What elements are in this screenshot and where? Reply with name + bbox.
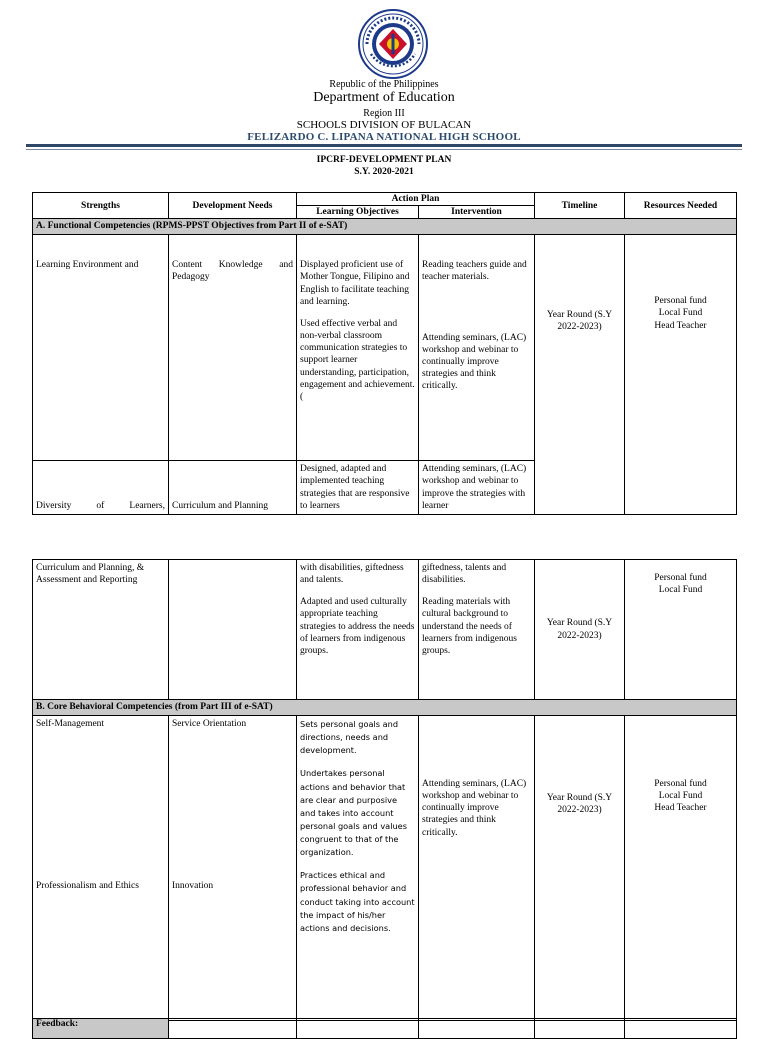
header-strengths: Strengths	[33, 193, 169, 219]
intervention-cell: Attending seminars, (LAC) workshop and webinar to improve the strategies with learner	[419, 461, 535, 515]
learning-objectives-cell	[297, 560, 419, 700]
header-action-plan: Action Plan	[297, 193, 535, 206]
feedback-label: Feedback:	[33, 1019, 169, 1039]
intervention-cell: Attending seminars, (LAC) workshop and webinar to continually improve strategies and think critically.	[419, 716, 535, 1021]
header-intervention: Intervention	[419, 206, 535, 219]
document-title: IPCRF-DEVELOPMENT PLAN	[316, 155, 452, 165]
resource-item: Personal fund	[654, 296, 707, 307]
strength-text: Self-Management	[36, 719, 105, 729]
resource-item: Local Fund	[658, 585, 703, 596]
learning-objectives-cell	[297, 235, 419, 461]
resource-item: Personal fund	[654, 573, 707, 583]
development-need-text: Innovation	[172, 881, 214, 891]
strength-cell	[33, 716, 169, 1021]
resources-cell	[625, 560, 737, 700]
feedback-table	[32, 1018, 737, 1039]
learning-objectives-cell	[297, 716, 419, 1021]
resources-cell	[625, 235, 737, 515]
development-need-cell: Content Knowledge and Pedagogy	[169, 235, 297, 461]
document-school-year: S.Y. 2020-2021	[354, 167, 414, 177]
objective-text: with disabilities, giftedness and talents.	[300, 563, 404, 586]
resource-item: Local Fund	[658, 791, 703, 802]
table-row	[33, 560, 737, 700]
header-rule-thin	[26, 149, 742, 150]
division-label: SCHOOLS DIVISION OF BULACAN	[296, 119, 472, 131]
resource-item: Local Fund	[658, 308, 703, 319]
intervention-text: Attending seminars, (LAC) workshop and webinar to continually improve strategies and think critically.	[422, 332, 527, 392]
header-development-needs: Development Needs	[169, 193, 297, 219]
timeline-cell: Year Round (S.Y 2022-2023)	[535, 716, 625, 1021]
table-row	[33, 716, 737, 1021]
development-need-cell	[169, 716, 297, 1021]
header-timeline: Timeline	[535, 193, 625, 219]
school-name: FELIZARDO C. LIPANA NATIONAL HIGH SCHOOL	[247, 131, 521, 143]
intervention-text: giftedness, talents and disabilities.	[422, 563, 507, 586]
region-label: Region III	[363, 108, 405, 119]
department-title: Department of Education	[313, 90, 455, 105]
header-rule	[26, 144, 742, 147]
intervention-text: Reading materials with cultural background to understand the needs of learners from indigenous groups.	[422, 597, 517, 656]
timeline-cell: Year Round (S.Y 2022-2023)	[535, 560, 625, 700]
strength-cell: Diversity of Learners,	[33, 461, 169, 515]
objective-text: Adapted and used culturally appropriate teaching strategies to address the needs of learners from indigenous groups.	[300, 597, 415, 656]
objective-text: Used effective verbal and non-verbal classroom communication strategies to support learner understanding, participation, engagement and achievement. (	[300, 318, 415, 402]
strength-cell: Learning Environment and	[33, 235, 169, 461]
development-need-text: Service Orientation	[172, 719, 247, 729]
strength-cell: Curriculum and Planning, & Assessment and Reporting	[33, 560, 169, 700]
intervention-cell	[419, 235, 535, 461]
resource-item: Head Teacher	[654, 320, 707, 331]
strength-text: Professionalism and Ethics	[36, 881, 139, 891]
section-a-title: A. Functional Competencies (RPMS-PPST Objectives from Part II of e-SAT)	[33, 219, 737, 235]
objective-text: Practices ethical and professional behavior and conduct taking into account the impact of his/her actions and decisions.	[300, 870, 415, 933]
republic-label: Republic of the Philippines	[329, 79, 439, 90]
objective-text: Displayed proficient use of Mother Tongue, Filipino and English to facilitate teaching and learning.	[300, 260, 410, 307]
intervention-cell	[419, 560, 535, 700]
development-plan-table	[32, 192, 737, 515]
deped-seal-logo	[357, 8, 429, 80]
development-need-cell	[169, 560, 297, 700]
resource-item: Head Teacher	[654, 803, 707, 814]
table-row	[33, 235, 737, 461]
resource-item: Personal fund	[654, 779, 707, 789]
header-resources-needed: Resources Needed	[625, 193, 737, 219]
resources-cell	[625, 716, 737, 1021]
development-plan-table-continued	[32, 559, 737, 1021]
header-learning-objectives: Learning Objectives	[297, 206, 419, 219]
objective-text: Sets personal goals and directions, needs and development.	[300, 719, 399, 756]
intervention-text: Reading teachers guide and teacher materials.	[422, 260, 527, 283]
objective-text: Undertakes personal actions and behavior that are clear and purposive and takes into account personal goals and values congruent to that of the organization.	[300, 768, 407, 858]
timeline-cell: Year Round (S.Y 2022-2023)	[535, 235, 625, 515]
learning-objectives-cell: Designed, adapted and implemented teaching strategies that are responsive to learners	[297, 461, 419, 515]
section-b-title: B. Core Behavioral Competencies (from Part III of e-SAT)	[33, 700, 737, 716]
development-need-cell: Curriculum and Planning	[169, 461, 297, 515]
